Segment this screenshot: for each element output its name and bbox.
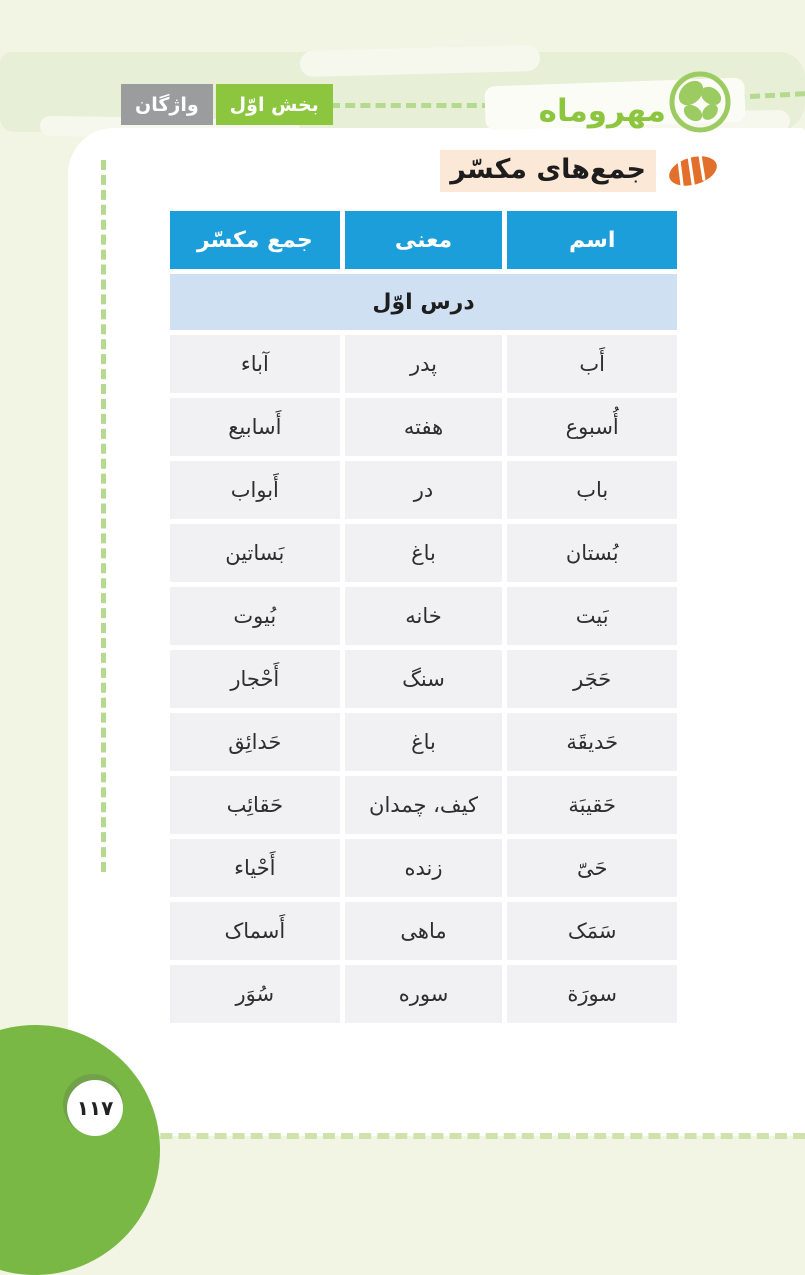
- table-cell-plural: سُوَر: [170, 965, 340, 1023]
- table-cell-plural: بَساتین: [170, 524, 340, 582]
- header-badges: [121, 84, 333, 125]
- table-cell-noun: بُستان: [507, 524, 677, 582]
- table-cell-plural: أَحْجار: [170, 650, 340, 708]
- table-cell-plural: أَحْیاء: [170, 839, 340, 897]
- page-title: جمع‌های مکسّر: [440, 150, 656, 192]
- table-cell-meaning: سوره: [345, 965, 503, 1023]
- brand-name: مهروماه: [538, 92, 666, 129]
- butterfly-icon: [668, 70, 732, 134]
- vocab-table: [170, 211, 677, 1023]
- table-cell-noun: أُسبوع: [507, 398, 677, 456]
- table-cell-plural: أَسماک: [170, 902, 340, 960]
- table-cell-meaning: کیف، چمدان: [345, 776, 503, 834]
- table-cell-noun: أَب: [507, 335, 677, 393]
- table-cell-plural: آباء: [170, 335, 340, 393]
- table-cell-meaning: هفته: [345, 398, 503, 456]
- table-cell-plural: حَقائِب: [170, 776, 340, 834]
- section-title-block: [440, 148, 722, 194]
- table-cell-noun: حَیّ: [507, 839, 677, 897]
- table-cell-meaning: در: [345, 461, 503, 519]
- lesson-row: درس اوّل: [170, 274, 677, 330]
- dashed-line-left: [101, 160, 106, 872]
- column-header-plural: جمع مکسّر: [170, 211, 340, 269]
- table-cell-plural: أَسابیع: [170, 398, 340, 456]
- table-cell-meaning: خانه: [345, 587, 503, 645]
- table-cell-noun: بَیت: [507, 587, 677, 645]
- table-cell-noun: حَقیبَة: [507, 776, 677, 834]
- table-cell-noun: حَدیقَة: [507, 713, 677, 771]
- table-cell-plural: حَدائِق: [170, 713, 340, 771]
- table-cell-noun: سَمَک: [507, 902, 677, 960]
- table-cell-meaning: باغ: [345, 713, 503, 771]
- column-header-meaning: معنی: [345, 211, 503, 269]
- table-cell-meaning: ماهی: [345, 902, 503, 960]
- brand-logo: [539, 70, 732, 134]
- table-cell-noun: سورَة: [507, 965, 677, 1023]
- bread-icon: [664, 148, 722, 194]
- table-cell-noun: باب: [507, 461, 677, 519]
- dashed-line-bottom: [88, 1133, 805, 1139]
- table-cell-meaning: باغ: [345, 524, 503, 582]
- badge-topic: واژگان: [121, 84, 213, 125]
- table-cell-meaning: پدر: [345, 335, 503, 393]
- page-number: ۱۱۷: [67, 1080, 123, 1136]
- table-cell-meaning: زنده: [345, 839, 503, 897]
- table-cell-meaning: سنگ: [345, 650, 503, 708]
- table-cell-noun: حَجَر: [507, 650, 677, 708]
- badge-section: بخش اوّل: [216, 84, 333, 125]
- table-cell-plural: أَبواب: [170, 461, 340, 519]
- column-header-noun: اسم: [507, 211, 677, 269]
- table-cell-plural: بُیوت: [170, 587, 340, 645]
